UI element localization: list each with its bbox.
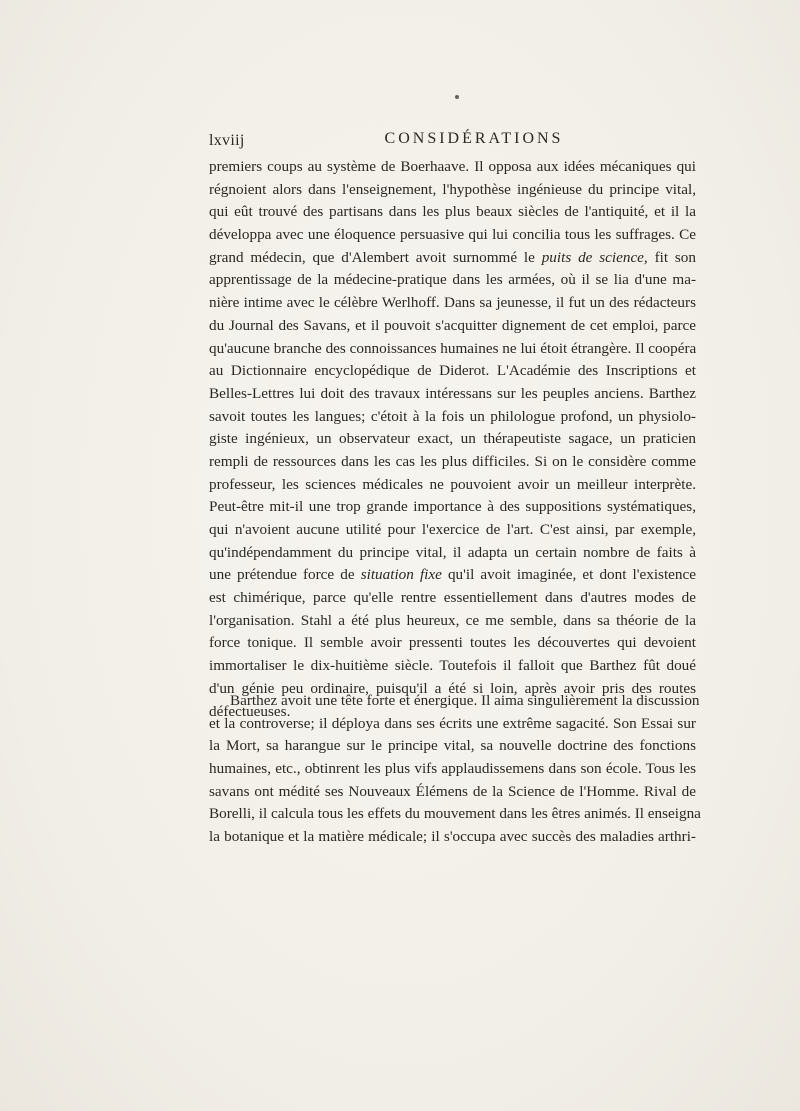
folio-number: lxviij: [209, 132, 245, 149]
text-line: qui n'avoient aucune utilité pour l'exercice de l'art. C'est ainsi, par exemple,: [209, 521, 696, 538]
text-line: est chimérique, parce qu'elle rentre essentiellement dans d'autres modes de: [209, 589, 696, 607]
ink-dot: [455, 95, 459, 99]
text-line: au Dictionnaire encyclopédique de Diderot. L'Académie des Inscriptions et: [209, 362, 696, 380]
text-line: professeur, les sciences médicales ne pouvoient avoir un meilleur interprète.: [209, 475, 696, 493]
text-line: immortaliser le dix-huitième siècle. Toutefois il falloit que Barthez fût doué: [209, 657, 696, 675]
text-line: la Mort, sa harangue sur le principe vital, sa nouvelle doctrine des fonctions: [209, 737, 696, 755]
text-line: [209, 247, 696, 270]
text-segment: une prétendue force de: [209, 566, 361, 584]
text-line: giste ingénieux, un observateur exact, un thérapeutiste sagace, un praticien: [209, 430, 696, 448]
text-segment: fit son: [647, 248, 696, 266]
text-line: et la controverse; il déploya dans ses écrits une extrême sagacité. Son Essai sur: [209, 714, 696, 732]
text-line: nière intime avec le célèbre Werlhoff. Dans sa jeunesse, il fut un des rédacteurs: [209, 294, 696, 312]
text-line: l'organisation. Stahl a été plus heureux, ce me semble, dans sa théorie de la: [209, 611, 696, 629]
text-line: qui eût trouvé des partisans dans les plus beaux siècles de l'antiquité, et il la: [209, 203, 696, 221]
text-line: Peut-être mit-il une trop grande importance à des suppositions systématiques,: [209, 498, 696, 516]
text-line: qu'aucune branche des connoissances humaines ne lui étoit étrangère. Il coopéra: [209, 339, 697, 357]
text-line: [209, 564, 696, 587]
paragraph-2: [209, 690, 701, 849]
text-line: apprentissage de la médecine-pratique dans les armées, où il se lia d'une ma-: [209, 271, 696, 289]
text-line: Barthez avoit une tête forte et énergique. Il aima singulièrement la discussion: [230, 692, 700, 709]
text-line: savans ont médité ses Nouveaux Élémens de la Science de l'Homme. Rival de: [209, 782, 696, 800]
text-line: du Journal des Savans, et il pouvoit s'acquitter dignement de cet emploi, parce: [209, 316, 696, 334]
text-line: la botanique et la matière médicale; il s'occupa avec succès des maladies arthri-: [209, 828, 696, 846]
text-line: Borelli, il calcula tous les effets du mouvement dans les êtres animés. Il enseigna: [209, 805, 701, 823]
text-line: rempli de ressources dans les cas les plus difficiles. Si on le considère comme: [209, 452, 696, 470]
running-title: CONSIDÉRATIONS: [384, 130, 564, 147]
text-line: défectueuses.: [209, 702, 291, 720]
italic-phrase: situation fixe: [360, 566, 442, 584]
page-header: [209, 130, 709, 154]
text-segment: grand médecin, que d'Alembert avoit surnommé le: [209, 248, 542, 266]
text-line: force tonique. Il semble avoir pressenti toutes les découvertes qui devoient: [209, 634, 696, 652]
text-line: premiers coups au système de Boerhaave. Il opposa aux idées mécaniques qui: [209, 158, 696, 175]
paragraph-1: [209, 156, 700, 723]
text-line: Belles-Lettres lui doit des travaux intéressans sur les peuples anciens. Barthez: [209, 384, 696, 402]
text-segment: qu'il avoit imaginée, et dont l'existence: [441, 566, 696, 584]
text-line: régnoient alors dans l'enseignement, l'hypothèse ingénieuse du principe vital,: [209, 180, 696, 198]
text-line: développa avec une éloquence persuasive qui lui concilia tous les suffrages. Ce: [209, 226, 696, 244]
text-line: d'un génie peu ordinaire, puisqu'il a été si loin, après avoir pris des routes: [209, 679, 696, 697]
text-line: humaines, etc., obtinrent les plus vifs applaudissemens dans son école. Tous les: [209, 760, 696, 778]
text-line: qu'indépendamment du principe vital, il adapta un certain nombre de faits à: [209, 543, 696, 561]
italic-phrase: puits de science,: [541, 248, 648, 266]
text-line: savoit toutes les langues; c'étoit à la fois un philologue profond, un physiolo-: [209, 407, 696, 425]
